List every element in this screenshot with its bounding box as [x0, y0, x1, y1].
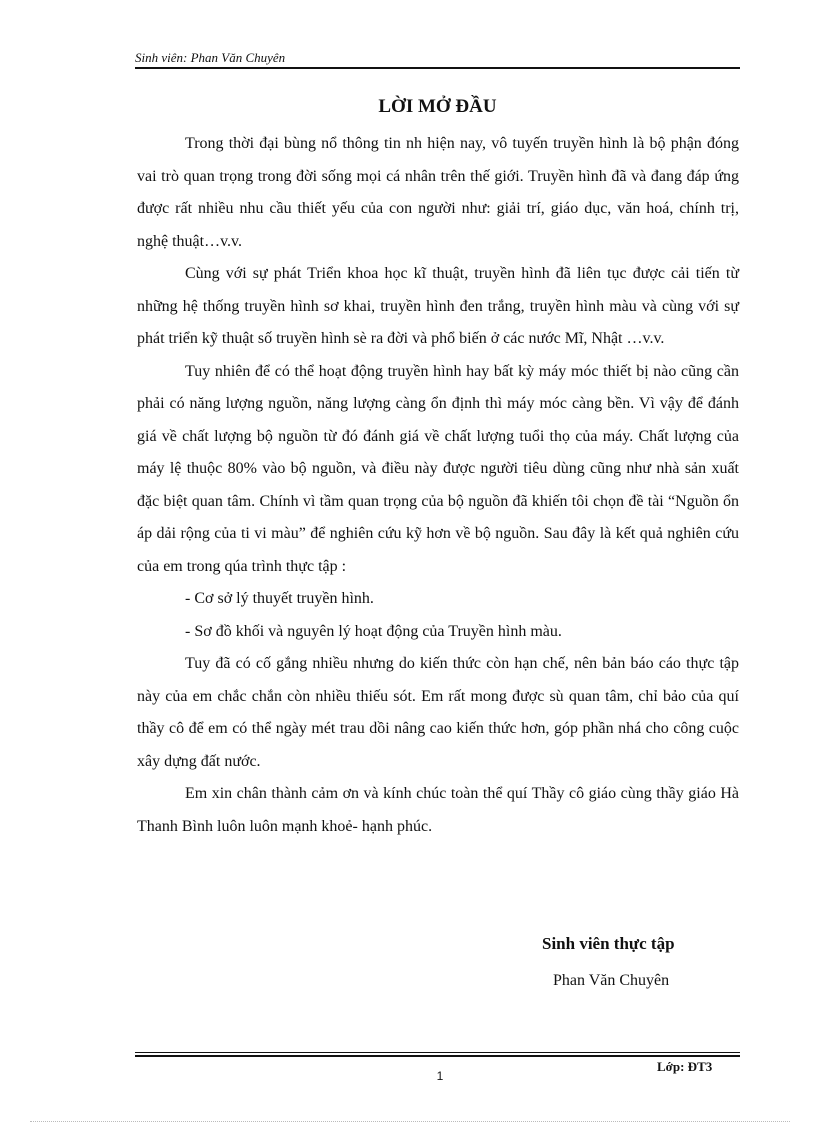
bullet-item: - Cơ sở lý thuyết truyền hình.	[185, 590, 374, 607]
paragraph: Tuy đã có cố gắng nhiều nhưng do kiến thức còn hạn chế, nên bản báo cáo thực tập này của em chắc chắn còn nhiều thiếu sót. Em rất mong được sù quan tâm, chỉ bảo của quí thầy cô để em có thể ngày mét trau dồi nâng cao kiến thức hơn, góp phần nhá cho công cuộc xây dựng đất nước.	[137, 655, 739, 770]
page-title: LỜI MỞ ĐẦU	[378, 96, 497, 117]
footer-class-label: Lớp: ĐT3	[657, 1059, 713, 1074]
paragraph: Tuy nhiên để có thể hoạt động truyền hình hay bất kỳ máy móc thiết bị nào cũng cần phải có năng lượng nguồn, năng lượng càng ổn định thì máy móc càng bền. Vì vậy để đánh giá về chất lượng bộ nguồn từ đó đánh giá về chất lượng tuổi thọ của máy. Chất lượng của máy lệ thuộc 80% vào bộ nguồn, và điều này được người tiêu dùng cũng như nhà sản xuất đặc biệt quan tâm. Chính vì tầm quan trọng của bộ nguồn đã khiến tôi chọn đề tài “Nguồn ổn áp dải rộng của ti vi màu” để nghiên cứu kỹ hơn về bộ nguồn. Sau đây là kết quả nghiên cứu của em trong qúa trình thực tập :	[137, 362, 739, 575]
paragraph: Em xin chân thành cảm ơn và kính chúc toàn thể quí Thầy cô giáo cùng thầy giáo Hà Thanh Bình luôn luôn mạnh khoẻ- hạnh phúc.	[137, 785, 739, 835]
running-header: Sinh viên: Phan Văn Chuyên	[135, 50, 286, 65]
footer-rule	[135, 1052, 740, 1053]
page-edge-divider	[30, 1121, 790, 1122]
paragraph: Trong thời đại bùng nổ thông tin nh hiện nay, vô tuyến truyền hình là bộ phận đóng vai trò quan trọng trong đời sống mọi cá nhân trên thế giới. Truyền hình đã và đang đáp ứng được rất nhiều nhu cầu thiết yếu của con người như: giải trí, giáo dục, văn hoá, chính trị, nghệ thuật…v.v.	[137, 135, 739, 250]
bullet-item: - Sơ đồ khối và nguyên lý hoạt động của Truyền hình màu.	[185, 622, 562, 640]
footer-rule	[135, 1055, 740, 1057]
header-rule	[135, 67, 740, 69]
paragraph: Cùng với sự phát Triển khoa học kĩ thuật, truyền hình đã liên tục được cải tiến từ những hệ thống truyền hình sơ khai, truyền hình đen trắng, truyền hình màu và cùng với sự phát triển kỹ thuật số truyền hình sè ra đời và phổ biến ở các nước Mĩ, Nhật …v.v.	[137, 265, 739, 347]
signature-name: Phan Văn Chuyên	[553, 972, 670, 989]
signature-title: Sinh viên thực tập	[542, 934, 675, 953]
page-number: 1	[436, 1069, 444, 1083]
body-text	[137, 128, 739, 843]
